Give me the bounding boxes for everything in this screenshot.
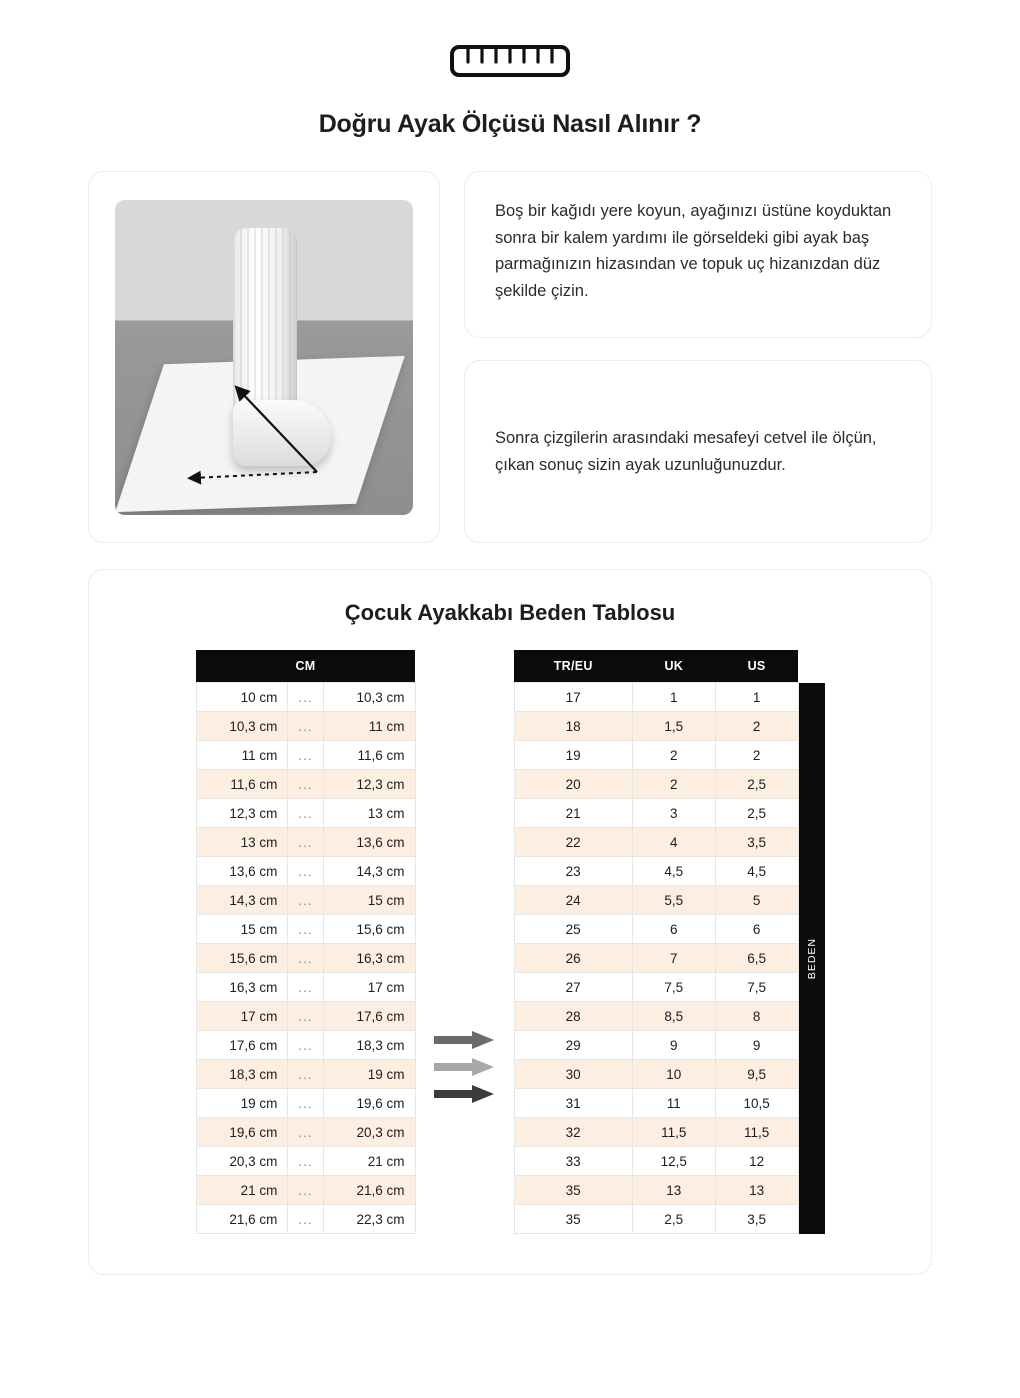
- size-uk: 7,5: [632, 973, 715, 1002]
- table-row: [196, 741, 415, 770]
- table-row: [196, 1002, 415, 1031]
- cm-max: 17 cm: [323, 973, 415, 1002]
- size-us: 10,5: [715, 1089, 798, 1118]
- ruler-icon-wrap: [0, 38, 1020, 84]
- table-row: [514, 1147, 798, 1176]
- cm-max: 19 cm: [323, 1060, 415, 1089]
- size-treu: 32: [514, 1118, 632, 1147]
- table-row: [196, 886, 415, 915]
- size-uk: 2,5: [632, 1205, 715, 1234]
- table-row: [514, 886, 798, 915]
- size-us: 9,5: [715, 1060, 798, 1089]
- size-us: 11,5: [715, 1118, 798, 1147]
- arrow-right-icon-3: [434, 1085, 496, 1103]
- size-treu: 18: [514, 712, 632, 741]
- table-row: [196, 1060, 415, 1089]
- size-treu: 25: [514, 915, 632, 944]
- table-row: [514, 944, 798, 973]
- cm-max: 10,3 cm: [323, 683, 415, 712]
- size-treu: 27: [514, 973, 632, 1002]
- table-row: [514, 1060, 798, 1089]
- table-row: [514, 1089, 798, 1118]
- size-us: 1: [715, 683, 798, 712]
- size-treu: 29: [514, 1031, 632, 1060]
- cm-separator: ...: [288, 712, 323, 741]
- size-us: 2,5: [715, 770, 798, 799]
- cm-separator: ...: [288, 1176, 323, 1205]
- size-uk: 2: [632, 770, 715, 799]
- cm-max: 19,6 cm: [323, 1089, 415, 1118]
- size-tables-wrap: [89, 650, 931, 1234]
- instruction-card-2: [464, 360, 932, 543]
- size-uk: 1,5: [632, 712, 715, 741]
- cm-min: 11 cm: [196, 741, 288, 770]
- table-row: [514, 1118, 798, 1147]
- foot-measure-photo-card: [88, 171, 440, 543]
- instructions-section: [88, 171, 932, 543]
- cm-max: 12,3 cm: [323, 770, 415, 799]
- cm-min: 18,3 cm: [196, 1060, 288, 1089]
- size-uk: 8,5: [632, 1002, 715, 1031]
- cm-separator: ...: [288, 973, 323, 1002]
- cm-min: 15 cm: [196, 915, 288, 944]
- table-row: [514, 857, 798, 886]
- size-table-body: [514, 683, 798, 1234]
- size-treu: 22: [514, 828, 632, 857]
- table-row: [514, 1002, 798, 1031]
- cm-separator: ...: [288, 857, 323, 886]
- arrow-right-icon-2: [434, 1058, 496, 1076]
- table-row: [514, 1205, 798, 1234]
- size-us: 12: [715, 1147, 798, 1176]
- size-uk: 1: [632, 683, 715, 712]
- table-row: [196, 1205, 415, 1234]
- size-treu: 35: [514, 1176, 632, 1205]
- table-row: [196, 1118, 415, 1147]
- size-uk: 6: [632, 915, 715, 944]
- size-us: 9: [715, 1031, 798, 1060]
- cm-separator: ...: [288, 944, 323, 973]
- size-treu: 30: [514, 1060, 632, 1089]
- cm-max: 11 cm: [323, 712, 415, 741]
- table-row: [514, 712, 798, 741]
- instruction-card-1: [464, 171, 932, 338]
- cm-separator: ...: [288, 741, 323, 770]
- arrows-group: [416, 781, 514, 1103]
- cm-min: 14,3 cm: [196, 886, 288, 915]
- size-us: 7,5: [715, 973, 798, 1002]
- size-uk: 10: [632, 1060, 715, 1089]
- size-uk: 13: [632, 1176, 715, 1205]
- cm-min: 16,3 cm: [196, 973, 288, 1002]
- size-us: 3,5: [715, 1205, 798, 1234]
- size-treu: 19: [514, 741, 632, 770]
- beden-label: BEDEN: [805, 937, 818, 980]
- size-us: 3,5: [715, 828, 798, 857]
- cm-max: 16,3 cm: [323, 944, 415, 973]
- cm-min: 13 cm: [196, 828, 288, 857]
- instruction-text-1: Boş bir kağıdı yere koyun, ayağınızı üstüne koyduktan sonra bir kalem yardımı ile görseldeki gibi ayak baş parmağınızın hizasından ve topuk uç hizanızdan düz şekilde çizin.: [495, 202, 892, 301]
- cm-table-header: CM: [196, 650, 415, 683]
- cm-min: 13,6 cm: [196, 857, 288, 886]
- cm-min: 10,3 cm: [196, 712, 288, 741]
- size-table-card: [88, 569, 932, 1275]
- cm-min: 21 cm: [196, 1176, 288, 1205]
- size-us: 5: [715, 886, 798, 915]
- cm-max: 13,6 cm: [323, 828, 415, 857]
- size-us: 8: [715, 1002, 798, 1031]
- table-row: [196, 1176, 415, 1205]
- size-us: 2,5: [715, 799, 798, 828]
- size-treu: 35: [514, 1205, 632, 1234]
- cm-separator: ...: [288, 915, 323, 944]
- cm-separator: ...: [288, 886, 323, 915]
- table-row: [514, 770, 798, 799]
- instruction-text-2: Sonra çizgilerin arasındaki mesafeyi cetvel ile ölçün, çıkan sonuç sizin ayak uzunluğunuzdur.: [495, 428, 877, 474]
- table-row: [196, 1089, 415, 1118]
- foot-measure-photo: [115, 200, 413, 515]
- table-row: [514, 828, 798, 857]
- size-treu: 20: [514, 770, 632, 799]
- size-us: 13: [715, 1176, 798, 1205]
- cm-table: [196, 650, 416, 1234]
- size-uk: 4,5: [632, 857, 715, 886]
- cm-min: 17 cm: [196, 1002, 288, 1031]
- cm-min: 12,3 cm: [196, 799, 288, 828]
- cm-min: 21,6 cm: [196, 1205, 288, 1234]
- table-row: [514, 1031, 798, 1060]
- size-us: 6,5: [715, 944, 798, 973]
- size-table: [514, 650, 799, 1234]
- cm-separator: ...: [288, 1118, 323, 1147]
- cm-min: 15,6 cm: [196, 944, 288, 973]
- size-treu: 24: [514, 886, 632, 915]
- cm-table-body: [196, 683, 415, 1234]
- size-table-title: Çocuk Ayakkabı Beden Tablosu: [344, 600, 676, 625]
- size-table-header-us: US: [715, 650, 798, 683]
- table-row: [196, 683, 415, 712]
- table-row: [196, 915, 415, 944]
- cm-separator: ...: [288, 828, 323, 857]
- cm-min: 19,6 cm: [196, 1118, 288, 1147]
- table-row: [196, 944, 415, 973]
- size-uk: 4: [632, 828, 715, 857]
- cm-max: 11,6 cm: [323, 741, 415, 770]
- cm-max: 18,3 cm: [323, 1031, 415, 1060]
- size-treu: 26: [514, 944, 632, 973]
- size-us: 2: [715, 741, 798, 770]
- size-us: 4,5: [715, 857, 798, 886]
- size-treu: 17: [514, 683, 632, 712]
- table-row: [514, 1176, 798, 1205]
- cm-max: 21 cm: [323, 1147, 415, 1176]
- size-treu: 21: [514, 799, 632, 828]
- beden-label-bar: [799, 683, 825, 1234]
- cm-separator: ...: [288, 799, 323, 828]
- table-row: [514, 915, 798, 944]
- cm-separator: ...: [288, 1031, 323, 1060]
- table-row: [196, 828, 415, 857]
- size-table-header-treu: TR/EU: [514, 650, 632, 683]
- cm-max: 22,3 cm: [323, 1205, 415, 1234]
- cm-min: 11,6 cm: [196, 770, 288, 799]
- cm-min: 20,3 cm: [196, 1147, 288, 1176]
- table-row: [196, 1147, 415, 1176]
- size-treu: 31: [514, 1089, 632, 1118]
- table-row: [514, 741, 798, 770]
- size-uk: 3: [632, 799, 715, 828]
- cm-max: 15 cm: [323, 886, 415, 915]
- table-row: [514, 799, 798, 828]
- size-us: 2: [715, 712, 798, 741]
- table-row: [196, 712, 415, 741]
- table-row: [514, 973, 798, 1002]
- cm-min: 17,6 cm: [196, 1031, 288, 1060]
- size-uk: 7: [632, 944, 715, 973]
- cm-separator: ...: [288, 1002, 323, 1031]
- arrow-right-icon-1: [434, 1031, 496, 1049]
- table-row: [196, 973, 415, 1002]
- size-treu: 23: [514, 857, 632, 886]
- cm-max: 15,6 cm: [323, 915, 415, 944]
- cm-min: 10 cm: [196, 683, 288, 712]
- cm-separator: ...: [288, 1205, 323, 1234]
- table-row: [514, 683, 798, 712]
- size-table-header-uk: UK: [632, 650, 715, 683]
- size-us: 6: [715, 915, 798, 944]
- cm-separator: ...: [288, 1147, 323, 1176]
- size-uk: 12,5: [632, 1147, 715, 1176]
- measurement-arrow-icon: [177, 382, 329, 494]
- size-uk: 11: [632, 1089, 715, 1118]
- instruction-text-column: [464, 171, 932, 543]
- size-uk: 5,5: [632, 886, 715, 915]
- size-treu: 33: [514, 1147, 632, 1176]
- cm-max: 13 cm: [323, 799, 415, 828]
- cm-max: 17,6 cm: [323, 1002, 415, 1031]
- size-uk: 11,5: [632, 1118, 715, 1147]
- table-row: [196, 799, 415, 828]
- cm-min: 19 cm: [196, 1089, 288, 1118]
- size-uk: 9: [632, 1031, 715, 1060]
- page-title: Doğru Ayak Ölçüsü Nasıl Alınır ?: [318, 110, 702, 138]
- size-treu: 28: [514, 1002, 632, 1031]
- cm-separator: ...: [288, 683, 323, 712]
- table-row: [196, 1031, 415, 1060]
- cm-max: 21,6 cm: [323, 1176, 415, 1205]
- table-row: [196, 857, 415, 886]
- table-row: [196, 770, 415, 799]
- cm-max: 20,3 cm: [323, 1118, 415, 1147]
- ruler-icon: [450, 38, 570, 84]
- cm-separator: ...: [288, 770, 323, 799]
- cm-separator: ...: [288, 1060, 323, 1089]
- cm-max: 14,3 cm: [323, 857, 415, 886]
- cm-separator: ...: [288, 1089, 323, 1118]
- size-uk: 2: [632, 741, 715, 770]
